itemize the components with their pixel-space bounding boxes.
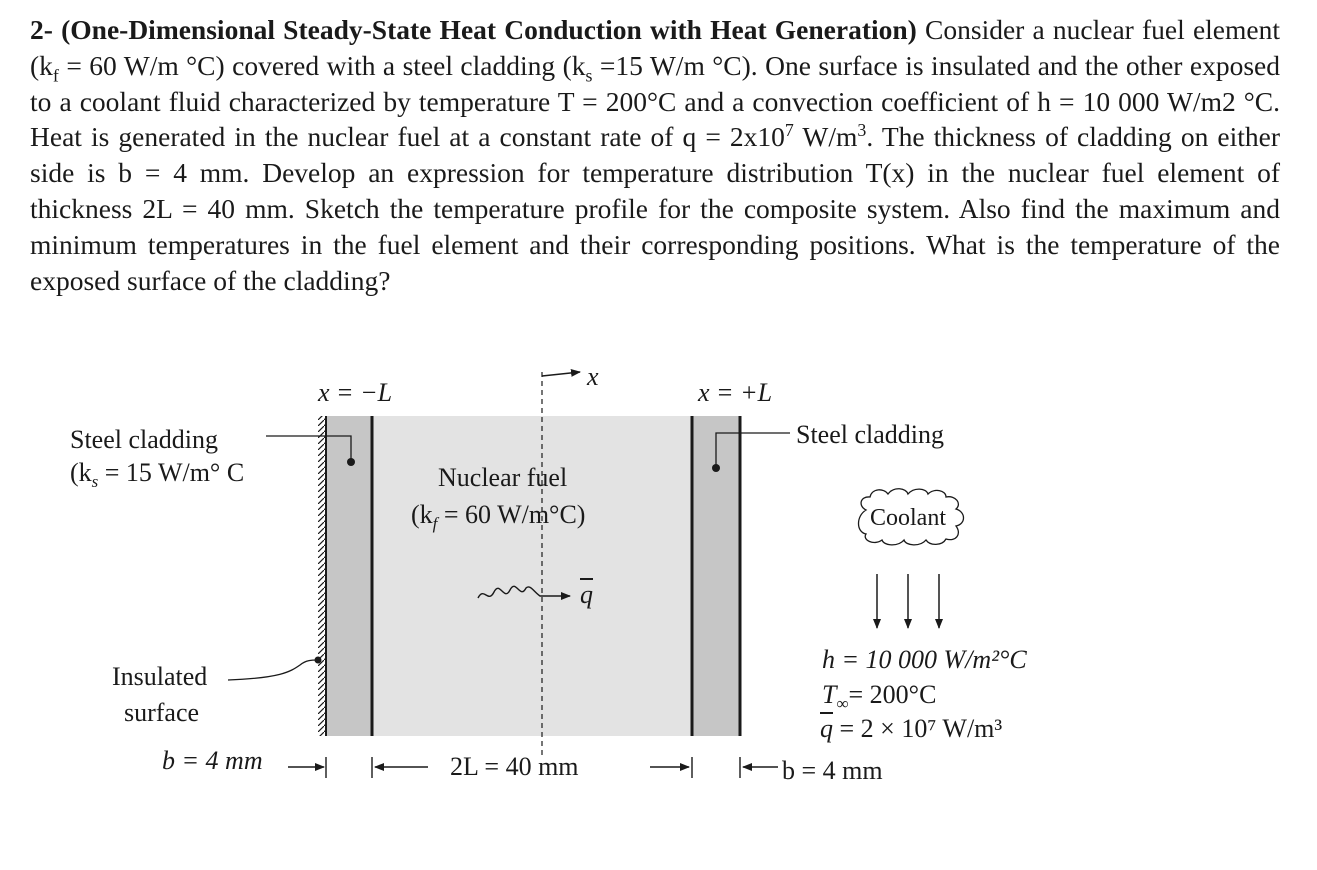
label-b-right: b = 4 mm — [782, 756, 883, 785]
label-h: h = 10 000 W/m²°C — [822, 645, 1027, 674]
problem-text-2: = 60 W/m °C) covered with a steel cladding (k — [58, 49, 586, 81]
x-axis-arrow — [542, 372, 580, 376]
problem-number: 2- — [30, 14, 53, 45]
label-tinf: $T_\infty= 200^\circ C$ — [822, 680, 937, 714]
problem-text-4: W/m — [793, 121, 858, 153]
sub-s-fig: s — [91, 472, 99, 492]
label-x-right: x = +L — [698, 378, 773, 407]
problem-title: (One-Dimensional Steady-State Heat Conduction with Heat Generation) — [61, 14, 917, 45]
label-insulated-2: surface — [124, 698, 200, 727]
problem-text-1: Consider a nuclear fuel element (k — [30, 14, 1281, 81]
sup-3: 3 — [857, 120, 867, 141]
label-x-axis: x — [587, 362, 599, 391]
label-steel-left-1: Steel cladding — [70, 425, 219, 454]
sup-7: 7 — [784, 120, 794, 141]
sub-f: f — [52, 65, 59, 86]
label-q-value: $\overline{q} = 2 \times 10^7$ W/m³ — [820, 714, 1003, 743]
label-qbar: $\overline{q}$ — [580, 580, 593, 609]
label-2l: 2L = 40 mm — [450, 752, 579, 781]
steel-left-dot — [347, 458, 355, 466]
sub-inf: ∞ — [836, 694, 849, 714]
label-insulated-1: Insulated — [112, 662, 208, 691]
label-steel-right: Steel cladding — [796, 420, 945, 449]
insulation-hatch — [318, 416, 326, 736]
steel-right-dot — [712, 464, 720, 472]
label-coolant: Coolant — [870, 505, 946, 531]
insulated-dot — [315, 657, 322, 664]
problem-text-5: . The thickness of cladding on either side is b = 4 mm. Develop an expression for temperature distribution T(x) in the nuclear fuel element of thickness 2L = 40 mm. Sketch the temperature profile for the composite system. Also find the maximum and minimum temperatures in the fuel element and their corresponding positions. What is the temperature of the exposed surface of the cladding? — [30, 121, 1280, 296]
label-fuel-2: ($k_f = 60$ W/m°C) — [411, 500, 586, 534]
label-b-left: b = 4 mm — [162, 746, 263, 775]
label-x-left: x = −L — [318, 378, 393, 407]
problem-text-3: =15 W/m °C). One surface is insulated and the other exposed to a coolant fluid characterized by temperature T = 200°C and a convection coefficient of h = 10 000 W/m2 °C. Heat is generated in the nuclear fuel at a constant rate of q = 2x10 — [30, 49, 1280, 153]
label-steel-left-2: ($k_s = 15$ W/m° C — [70, 458, 245, 492]
sub-f-fig: f — [432, 514, 438, 534]
sub-s: s — [585, 65, 593, 86]
insulated-leader — [228, 660, 318, 680]
label-fuel-1: Nuclear fuel — [438, 463, 568, 492]
